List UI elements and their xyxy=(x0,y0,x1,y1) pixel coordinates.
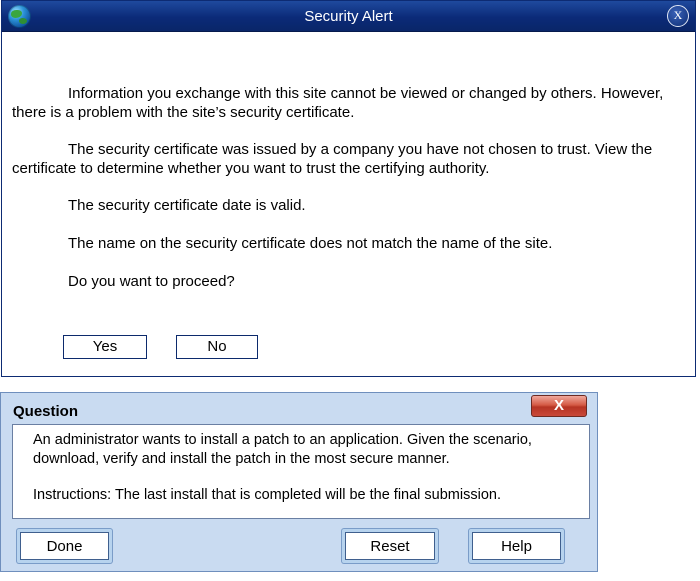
question-body xyxy=(12,424,590,519)
question-text: An administrator wants to install a patch to an application. Given the scenario, download, verify and install the patch in the most secure manner. xyxy=(33,432,532,467)
dialog-title: Security Alert xyxy=(304,8,393,25)
question-title: Question xyxy=(13,403,79,420)
alert-question-prompt: Do you want to proceed? xyxy=(68,273,235,290)
reset-button[interactable]: Reset xyxy=(342,529,438,563)
alert-paragraph-2: The security certificate was issued by a company you have not chosen to trust. View the certificate to determine whether you want to trust the certifying authority. xyxy=(12,141,653,177)
question-dialog xyxy=(0,392,598,572)
yes-button[interactable]: Yes xyxy=(63,335,147,359)
alert-paragraph-4: The name on the security certificate does not match the name of the site. xyxy=(68,235,553,252)
help-button[interactable]: Help xyxy=(469,529,564,563)
close-icon[interactable]: X xyxy=(531,395,587,417)
security-alert-dialog xyxy=(1,0,696,377)
no-button[interactable]: No xyxy=(176,335,258,359)
alert-paragraph-1: Information you exchange with this site cannot be viewed or changed by others. However, there is a problem with the site’s security certificate. xyxy=(12,85,664,121)
question-instructions: Instructions: The last install that is completed will be the final submission. xyxy=(33,487,501,503)
alert-paragraph-3: The security certificate date is valid. xyxy=(68,197,306,214)
title-bar xyxy=(2,1,695,32)
done-button[interactable]: Done xyxy=(17,529,112,563)
close-icon[interactable]: X xyxy=(667,5,689,27)
